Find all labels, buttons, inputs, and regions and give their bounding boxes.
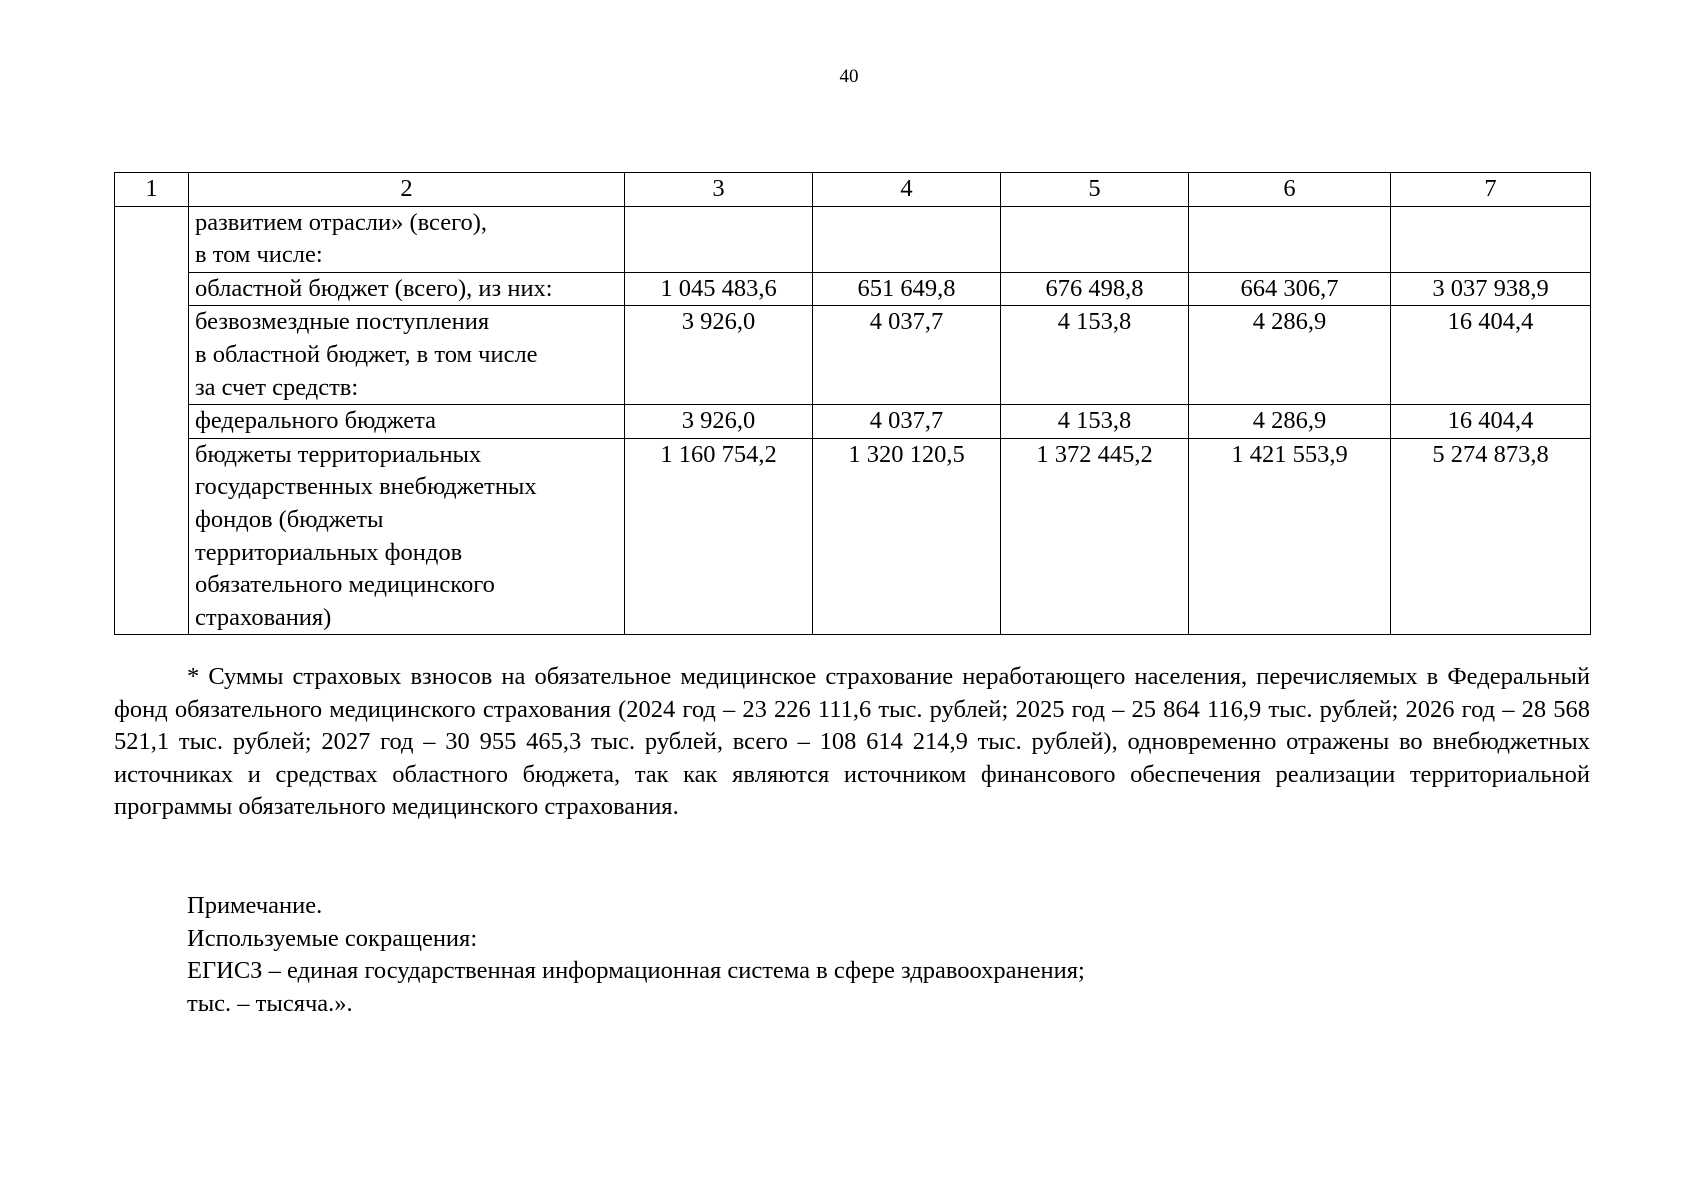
notes-subtitle: Используемые сокращения:: [187, 924, 478, 952]
table-row: [115, 438, 1591, 635]
footnote: * Суммы страховых взносов на обязательное медицинское страхование неработающего населения, перечисляемых в Федеральный фонд обязательного медицинского страхования (2024 год – 23 226 111,6 тыс. рублей; 2025 год – 25 864 116,9 тыс. рублей; 2026 год – 28 568 521,1 тыс. рублей; 2027 год – 30 955 465,3 тыс. рублей, всего – 108 614 214,9 тыс. рублей), одновременно отражены во внебюджетных источниках и средствах областного бюджета, так как являются источником финансового обеспечения реализации территориальной программы обязательного медицинского страхования.: [114, 663, 1590, 821]
value-cell: 3 926,0: [625, 306, 813, 405]
value-cell: 4 153,8: [1001, 405, 1189, 439]
value-cell: 4 037,7: [813, 405, 1001, 439]
value-cell: 1 372 445,2: [1001, 438, 1189, 635]
row-label: безвозмездные поступления в областной бюджет, в том числе за счет средств:: [189, 306, 625, 405]
table-row: [115, 272, 1591, 306]
column-header: 4: [813, 173, 1001, 207]
row-label: развитием отрасли» (всего), в том числе:: [189, 206, 625, 272]
column-header: 1: [115, 173, 189, 207]
value-cell: 16 404,4: [1391, 405, 1591, 439]
value-cell: 16 404,4: [1391, 306, 1591, 405]
value-cell: 651 649,8: [813, 272, 1001, 306]
notes-title: Примечание.: [187, 892, 323, 919]
value-cell: 1 320 120,5: [813, 438, 1001, 635]
column-header: 7: [1391, 173, 1591, 207]
table-row: [115, 206, 1591, 272]
value-cell: [625, 206, 813, 272]
value-cell: 4 153,8: [1001, 306, 1189, 405]
value-cell: 4 286,9: [1189, 306, 1391, 405]
page-number: 40: [839, 66, 859, 87]
value-cell: 1 421 553,9: [1189, 438, 1391, 635]
abbreviation-item: ЕГИСЗ – единая государственная информационная система в сфере здравоохранения;: [187, 957, 1085, 985]
value-cell: 676 498,8: [1001, 272, 1189, 306]
value-cell: 4 286,9: [1189, 405, 1391, 439]
value-cell: [1001, 206, 1189, 272]
row-label: областной бюджет (всего), из них:: [189, 272, 625, 306]
row-label: бюджеты территориальных государственных внебюджетных фондов (бюджеты территориальных фондов обязательного медицинского страхования): [189, 438, 625, 635]
table-row: [115, 306, 1591, 405]
table-row: [115, 405, 1591, 439]
row-number-cell: [115, 206, 189, 635]
column-header: 5: [1001, 173, 1189, 207]
row-label: федерального бюджета: [189, 405, 625, 439]
column-header: 3: [625, 173, 813, 207]
abbreviation-item: тыс. – тысяча.».: [187, 989, 353, 1017]
value-cell: 1 045 483,6: [625, 272, 813, 306]
value-cell: 3 926,0: [625, 405, 813, 439]
column-header: 6: [1189, 173, 1391, 207]
value-cell: 1 160 754,2: [625, 438, 813, 635]
budget-table: [114, 172, 1591, 635]
table-header-row: [115, 173, 1591, 207]
notes-section: [187, 890, 1587, 1020]
value-cell: 3 037 938,9: [1391, 272, 1591, 306]
value-cell: 664 306,7: [1189, 272, 1391, 306]
value-cell: [1189, 206, 1391, 272]
value-cell: 5 274 873,8: [1391, 438, 1591, 635]
value-cell: [813, 206, 1001, 272]
value-cell: 4 037,7: [813, 306, 1001, 405]
column-header: 2: [189, 173, 625, 207]
value-cell: [1391, 206, 1591, 272]
